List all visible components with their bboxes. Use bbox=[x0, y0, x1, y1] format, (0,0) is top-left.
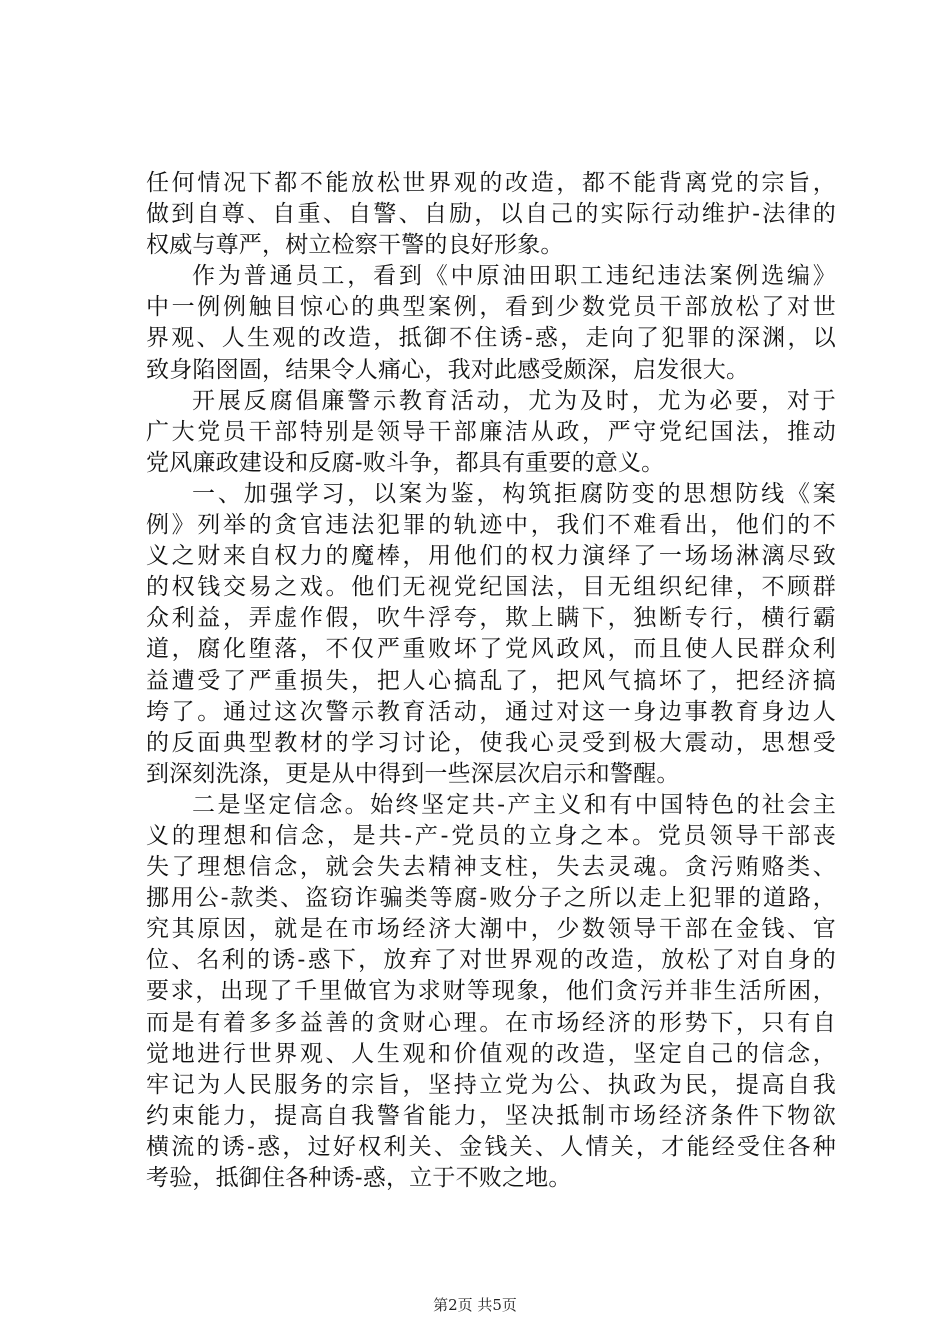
text-line: 道，腐化堕落，不仅严重败坏了党风政风，而且使人民群众利 bbox=[146, 636, 836, 663]
text-line: 究其原因，就是在市场经济大潮中，少数领导干部在金钱、官 bbox=[146, 916, 836, 943]
text-line: 觉地进行世界观、人生观和价值观的改造，坚定自己的信念， bbox=[146, 1040, 836, 1067]
text-line: 中一例例触目惊心的典型案例，看到少数党员干部放松了对世 bbox=[146, 294, 836, 321]
document-body bbox=[146, 168, 836, 1194]
text-line: 例》列举的贪官违法犯罪的轨迹中，我们不难看出，他们的不 bbox=[146, 512, 836, 539]
paragraph-first-line: 一、加强学习，以案为鉴，构筑拒腐防变的思想防线《案 bbox=[192, 480, 836, 507]
text-line: 义的理想和信念，是共-产-党员的立身之本。党员领导干部丧 bbox=[146, 822, 836, 849]
text-line: 要求，出现了千里做官为求财等现象，他们贪污并非生活所困， bbox=[146, 978, 836, 1005]
text-line: 的反面典型教材的学习讨论，使我心灵受到极大震动，思想受 bbox=[146, 729, 836, 756]
paragraph-first-line: 作为普通员工，看到《中原油田职工违纪违法案例选编》 bbox=[192, 263, 836, 290]
text-line: 致身陷囹圄，结果令人痛心，我对此感受颇深，启发很大。 bbox=[146, 356, 750, 383]
text-line: 垮了。通过这次警示教育活动，通过对这一身边事教育身边人 bbox=[146, 698, 836, 725]
text-line: 到深刻洗涤，更是从中得到一些深层次启示和警醒。 bbox=[146, 760, 680, 787]
text-line: 广大党员干部特别是领导干部廉洁从政，严守党纪国法，推动 bbox=[146, 418, 836, 445]
text-line: 众利益，弄虚作假，吹牛浮夸，欺上瞒下，独断专行，横行霸 bbox=[146, 605, 836, 632]
paragraph-first-line: 二是坚定信念。始终坚定共-产主义和有中国特色的社会主 bbox=[192, 791, 836, 818]
text-line: 挪用公-款类、盗窃诈骗类等腐-败分子之所以走上犯罪的道路， bbox=[146, 885, 836, 912]
text-line: 而是有着多多益善的贪财心理。在市场经济的形势下，只有自 bbox=[146, 1009, 836, 1036]
text-line: 位、名利的诱-惑下，放弃了对世界观的改造，放松了对自身的 bbox=[146, 947, 836, 974]
paragraph-first-line: 开展反腐倡廉警示教育活动，尤为及时，尤为必要，对于 bbox=[192, 387, 836, 414]
text-line: 义之财来自权力的魔棒，用他们的权力演绎了一场场淋漓尽致 bbox=[146, 543, 836, 570]
text-line: 做到自尊、自重、自警、自励，以自己的实际行动维护-法律的 bbox=[146, 201, 836, 228]
text-line: 界观、人生观的改造，抵御不住诱-惑，走向了犯罪的深渊，以 bbox=[146, 325, 836, 352]
text-line: 牢记为人民服务的宗旨，坚持立党为公、执政为民，提高自我 bbox=[146, 1071, 836, 1098]
page-number-footer: 第2页 共5页 bbox=[433, 1296, 517, 1314]
text-line: 权威与尊严，树立检察干警的良好形象。 bbox=[146, 232, 564, 259]
text-line: 任何情况下都不能放松世界观的改造，都不能背离党的宗旨， bbox=[146, 170, 836, 196]
text-line: 党风廉政建设和反腐-败斗争，都具有重要的意义。 bbox=[146, 449, 665, 476]
text-line: 的权钱交易之戏。他们无视党纪国法，目无组织纪律，不顾群 bbox=[146, 574, 836, 601]
text-line: 考验，抵御住各种诱-惑，立于不败之地。 bbox=[146, 1165, 572, 1191]
text-line: 横流的诱-惑，过好权利关、金钱关、人情关，才能经受住各种 bbox=[146, 1133, 836, 1160]
text-line: 益遭受了严重损失，把人心搞乱了，把风气搞坏了，把经济搞 bbox=[146, 667, 836, 694]
text-line: 约束能力，提高自我警省能力，坚决抵制市场经济条件下物欲 bbox=[146, 1102, 836, 1129]
text-line: 失了理想信念，就会失去精神支柱，失去灵魂。贪污贿赂类、 bbox=[146, 854, 836, 881]
